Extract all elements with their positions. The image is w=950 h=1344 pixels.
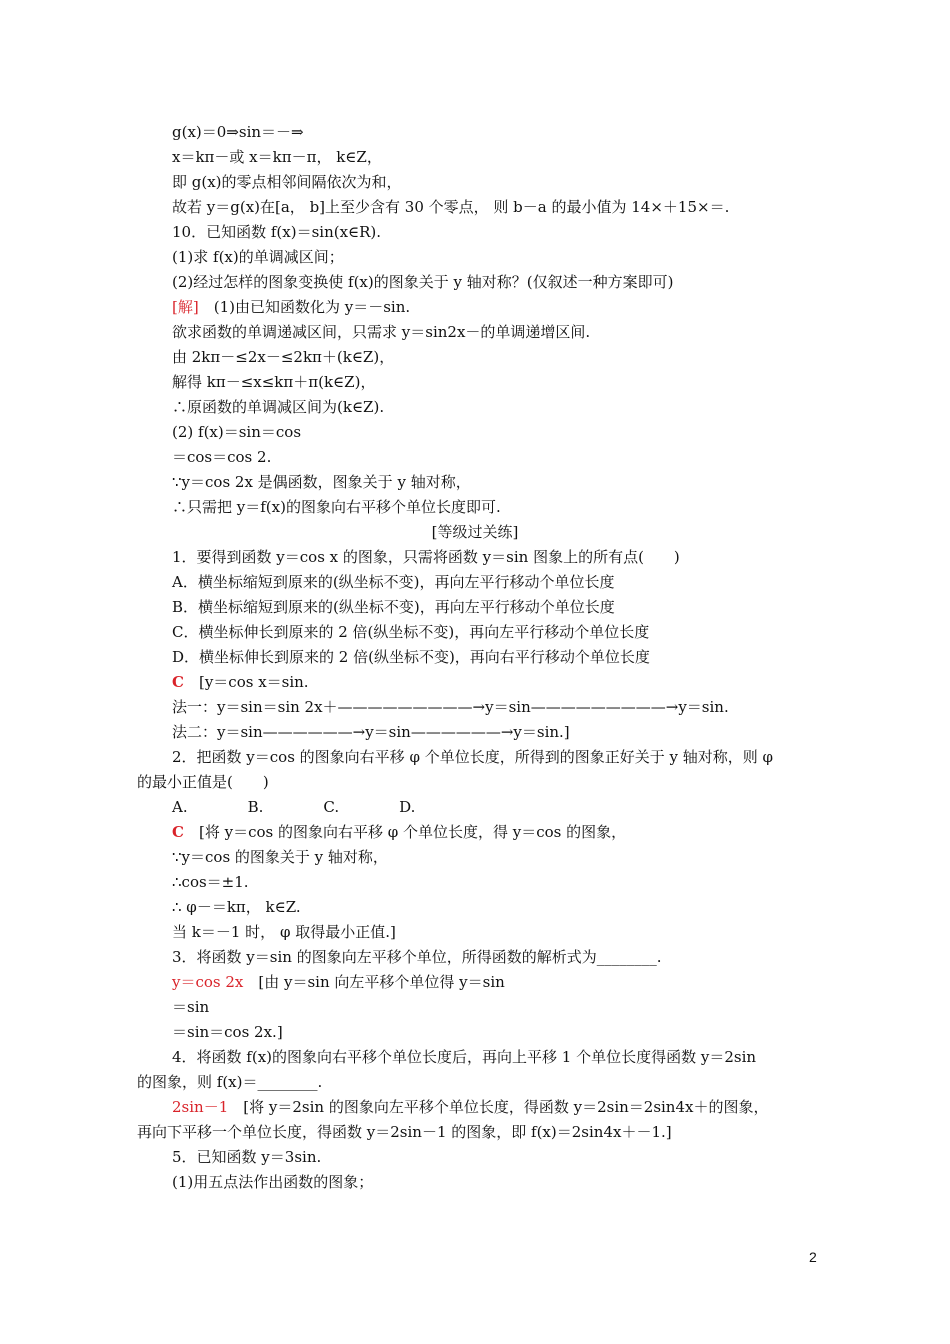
- text-line: ∵y＝cos 的图象关于 y 轴对称，: [172, 848, 388, 866]
- option-c: C.: [323, 798, 340, 816]
- text-line: ∴只需把 y＝f(x)的图象向右平移个单位长度即可.: [172, 498, 501, 516]
- text-line: ∴ φ－＝kπ， k∈Z.: [172, 898, 301, 916]
- option-a: A．横坐标缩短到原来的(纵坐标不变)，再向左平行移动个单位长度: [172, 573, 615, 591]
- page-number: 2: [809, 1249, 817, 1265]
- text-line: 当 k＝－1 时， φ 取得最小正值.]: [172, 923, 396, 941]
- section-heading: [等级过关练]: [431, 523, 519, 541]
- question-10: 10．已知函数 f(x)＝sin(x∈R).: [172, 223, 382, 241]
- text-line: 即 g(x)的零点相邻间隔依次为和，: [172, 173, 402, 191]
- text-line: 的最小正值是( ): [137, 773, 269, 791]
- answer-text: 2sin－1: [172, 1098, 229, 1116]
- text-line: ＝sin＝cos 2x.]: [172, 1023, 283, 1041]
- question-2: 2．把函数 y＝cos 的图象向右平移 φ 个单位长度，所得到的图象正好关于 y 轴对称，则 φ: [172, 748, 774, 766]
- text-line: g(x)＝0⇒sin＝－⇒: [172, 123, 304, 141]
- text-line: 法一：y＝sin＝sin 2x＋—————————→y＝sin—————————→y＝sin.: [172, 698, 729, 716]
- text-line: 欲求函数的单调递减区间，只需求 y＝sin2x－的单调递增区间.: [172, 323, 591, 341]
- text-line: ∴原函数的单调减区间为(k∈Z).: [172, 398, 385, 416]
- text-line: 由 2kπ－≤2x－≤2kπ＋(k∈Z)，: [172, 348, 395, 366]
- options-row: [172, 797, 415, 817]
- answer-line: y＝cos 2x [由 y＝sin 向左平移个单位得 y＝sin: [172, 973, 505, 991]
- text-line: 的图象，则 f(x)＝________.: [137, 1073, 323, 1091]
- text-line: 故若 y＝g(x)在[a， b]上至少含有 30 个零点， 则 b－a 的最小值为 14×＋15×＝.: [172, 198, 730, 216]
- answer-line: C [y＝cos x＝sin.: [172, 673, 309, 691]
- answer-badge: C: [172, 673, 184, 691]
- text-line: 解得 kπ－≤x≤kπ＋π(k∈Z)，: [172, 373, 376, 391]
- question-4: 4．将函数 f(x)的图象向右平移个单位长度后，再向上平移 1 个单位长度得函数 y＝2sin: [172, 1048, 757, 1066]
- answer-line: C [将 y＝cos 的图象向右平移 φ 个单位长度，得 y＝cos 的图象，: [172, 823, 627, 841]
- question-1: 1．要得到函数 y＝cos x 的图象，只需将函数 y＝sin 图象上的所有点( ): [172, 548, 680, 566]
- text-line: (2) f(x)＝sin＝cos: [172, 423, 302, 441]
- text-line: ＝sin: [172, 998, 210, 1016]
- option-b: B．横坐标缩短到原来的(纵坐标不变)，再向左平行移动个单位长度: [172, 598, 615, 616]
- answer-line: 2sin－1 [将 y＝2sin 的图象向左平移个单位长度，得函数 y＝2sin＝2sin4x＋的图象，: [172, 1098, 769, 1116]
- question-3: 3．将函数 y＝sin 的图象向左平移个单位，所得函数的解析式为________.: [172, 948, 662, 966]
- text-line: (2)经过怎样的图象变换使 f(x)的图象关于 y 轴对称？(仅叙述一种方案即可): [172, 273, 674, 291]
- solution-line: [解] (1)由已知函数化为 y＝－sin.: [172, 298, 411, 316]
- answer-text: y＝cos 2x: [172, 973, 244, 991]
- answer-badge: C: [172, 823, 184, 841]
- text-line: (1)求 f(x)的单调减区间；: [172, 248, 344, 266]
- solution-tag: [解]: [172, 298, 199, 316]
- text-line: 再向下平移一个单位长度，得函数 y＝2sin－1 的图象，即 f(x)＝2sin4x＋－1.]: [137, 1123, 672, 1141]
- text-line: ∴cos＝±1.: [172, 873, 249, 891]
- option-a: A.: [172, 798, 188, 816]
- option-d: D．横坐标伸长到原来的 2 倍(纵坐标不变)，再向右平行移动个单位长度: [172, 648, 650, 666]
- text-line: ∵y＝cos 2x 是偶函数，图象关于 y 轴对称，: [172, 473, 471, 491]
- question-5: 5．已知函数 y＝3sin.: [172, 1148, 322, 1166]
- text-line: ＝cos＝cos 2.: [172, 448, 272, 466]
- option-d: D.: [399, 798, 416, 816]
- option-c: C．横坐标伸长到原来的 2 倍(纵坐标不变)，再向左平行移动个单位长度: [172, 623, 650, 641]
- text-line: 法二：y＝sin——————→y＝sin——————→y＝sin.]: [172, 723, 570, 741]
- text-line: (1)用五点法作出函数的图象；: [172, 1173, 374, 1191]
- option-b: B.: [247, 798, 264, 816]
- text-line: x＝kπ－或 x＝kπ－π， k∈Z，: [172, 148, 382, 166]
